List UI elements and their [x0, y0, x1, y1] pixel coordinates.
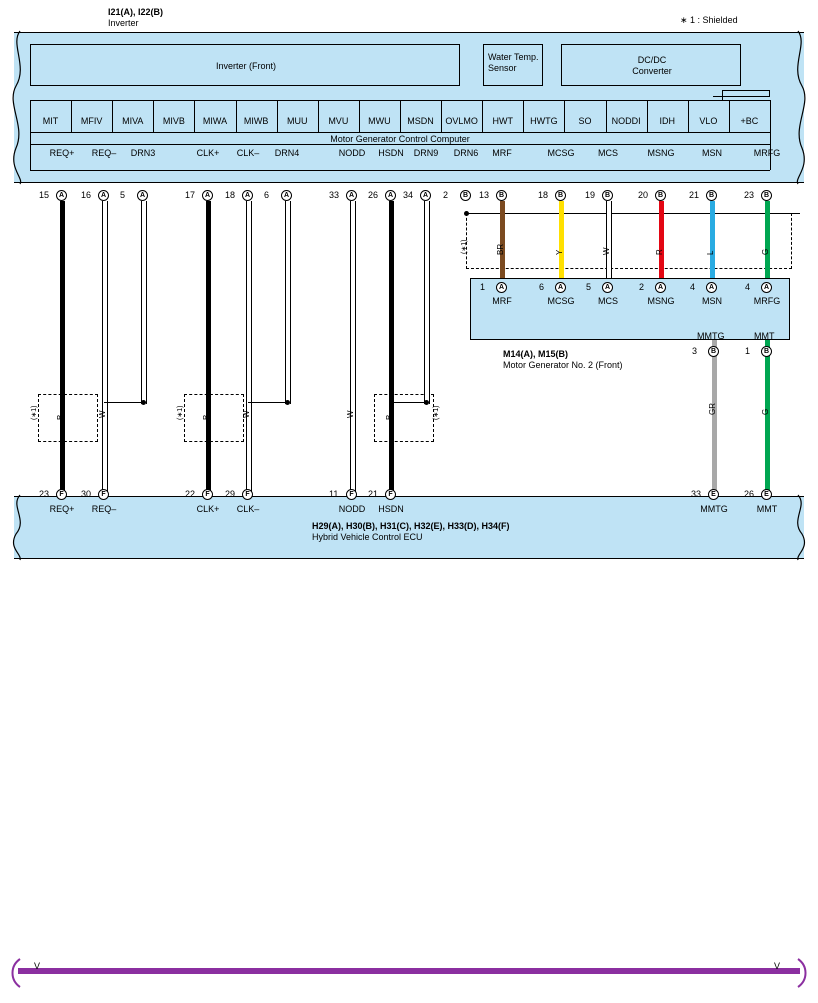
ecu-terminal-clkminus: CLK–	[236, 504, 260, 514]
mg2-pin-conn-MCSG: A	[555, 282, 566, 293]
mg2-box	[470, 278, 790, 340]
mg2-bpin-conn-MMTG: B	[708, 346, 719, 357]
wire-label-clkplus-b: B	[202, 414, 211, 420]
ecu-pin-conn-REQminus: F	[98, 489, 109, 500]
row1-sep-6	[277, 100, 278, 132]
pin-conn-DRN4: A	[281, 190, 292, 201]
inverter-r2-mcsg: MCSG	[547, 148, 575, 158]
mg2-bpin-num-MMT: 1	[745, 346, 751, 356]
hv-ecu-name-label: Hybrid Vehicle Control ECU	[312, 532, 423, 542]
dcdc-label-1: DC/DC	[637, 55, 667, 65]
wire-mmtg-gr	[712, 340, 717, 492]
mg2-terminal-mcs: MCS	[598, 296, 618, 306]
inverter-r2-mrf: MRF	[492, 148, 512, 158]
mg2-pin-num-MSNG: 2	[639, 282, 645, 292]
inverter-front-label: Inverter (Front)	[215, 61, 276, 71]
ecu-pin-num-REQplus: 23	[39, 489, 50, 499]
row1-sep-4	[194, 100, 195, 132]
inverter-r2-mcs: MCS	[598, 148, 618, 158]
row1-sep-8	[359, 100, 360, 132]
mg2-pin-conn-MSN: A	[706, 282, 717, 293]
pin-conn-MRFG: B	[761, 190, 772, 201]
ecu-pin-num-CLKplus: 22	[185, 489, 196, 499]
shield-join-1	[104, 402, 144, 403]
hv-ecu-code-label: H29(A), H30(B), H31(C), H32(E), H33(D), H34(F)	[312, 521, 510, 531]
wire-reqplus-black	[60, 201, 65, 492]
inverter-terminal-msdn: MSDN	[407, 116, 434, 126]
inverter-terminal-plusbc: +BC	[740, 116, 759, 126]
wire-label-reqplus-b: B	[56, 414, 65, 420]
wire-mmt-g	[765, 340, 770, 492]
ecu-pin-conn-CLKplus: F	[202, 489, 213, 500]
pin-conn-REQ+: A	[56, 190, 67, 201]
inverter-name-label: Inverter	[108, 18, 139, 28]
ecu-pin-conn-REQplus: F	[56, 489, 67, 500]
pin-conn-REQ–: A	[98, 190, 109, 201]
pin-num-MRF: 13	[479, 190, 490, 200]
row1-sep-7	[318, 100, 319, 132]
row1-sep-12	[523, 100, 524, 132]
shield-box-1	[38, 394, 98, 442]
shield-dot-3	[424, 400, 429, 405]
pin-num-REQ–: 16	[81, 190, 92, 200]
mg2-terminal-mcsg: MCSG	[547, 296, 575, 306]
wire-mrfg-g	[765, 201, 770, 279]
terminal-right-border	[770, 100, 771, 170]
inverter-terminal-mvu: MVU	[328, 116, 349, 126]
row1-sep-13	[564, 100, 565, 132]
shield-tag-4: (∗1)	[461, 239, 468, 254]
mg2-mmt-label: MMT	[754, 331, 775, 341]
row1-sep-10	[441, 100, 442, 132]
pin-conn-CLK–: A	[242, 190, 253, 201]
inverter-r2-reqplus: REQ+	[49, 148, 75, 158]
inverter-bottom-border	[14, 182, 804, 183]
row1-sep-3	[153, 100, 154, 132]
inverter-terminal-idh: IDH	[659, 116, 675, 126]
row1-sep-5	[236, 100, 237, 132]
inverter-terminal-mfiv: MFIV	[80, 116, 103, 126]
pin-num-MSN: 21	[689, 190, 700, 200]
inverter-right-break	[796, 30, 812, 186]
mg2-pin-conn-MRFG: A	[761, 282, 772, 293]
ecu-pin-conn-MMTG: E	[708, 489, 719, 500]
ecu-pin-conn-HSDN: F	[385, 489, 396, 500]
pin-num-HSDN: 26	[368, 190, 379, 200]
pin-conn-DRN6: B	[460, 190, 471, 201]
ecu-terminal-hsdn: HSDN	[378, 504, 404, 514]
mg2-terminal-msng: MSNG	[647, 296, 675, 306]
mg2-pin-num-MRF: 1	[480, 282, 486, 292]
inverter-terminal-noddi: NODDI	[611, 116, 641, 126]
wire-label-hsdn-b: B	[385, 414, 394, 420]
pin-conn-DRN9: A	[420, 190, 431, 201]
mg2-terminal-msn: MSN	[702, 296, 722, 306]
inverter-terminal-ovlmo: OVLMO	[445, 116, 478, 126]
bc-lead-h2	[722, 90, 770, 91]
water-temp-sensor-label-2: Sensor	[488, 63, 517, 73]
bottom-rail-right-label: V	[774, 961, 781, 971]
ecu-right-break	[796, 494, 812, 562]
wire-label-mrf: BR	[496, 243, 505, 255]
row1-sep-16	[688, 100, 689, 132]
inverter-r2-clkplus: CLK+	[196, 148, 220, 158]
ecu-pin-num-MMT: 26	[744, 489, 755, 499]
pin-conn-DRN3: A	[137, 190, 148, 201]
shielded-note: ∗ 1 : Shielded	[680, 15, 738, 25]
pin-num-CLK–: 18	[225, 190, 236, 200]
water-temp-sensor-box	[483, 44, 543, 86]
inverter-terminal-miva: MIVA	[122, 116, 144, 126]
wire-mcs-w	[606, 201, 612, 279]
wire-label-mcs: W	[602, 247, 611, 255]
mg2-bpin-num-MMTG: 3	[692, 346, 698, 356]
bottom-rail-left-break	[6, 958, 24, 988]
inverter-terminal-hwt: HWT	[492, 116, 514, 126]
water-temp-sensor-label-1: Water Temp.	[488, 52, 539, 62]
inverter-r2-hsdn: HSDN	[378, 148, 404, 158]
pin-num-CLK+: 17	[185, 190, 196, 200]
ecu-terminal-reqminus: REQ–	[91, 504, 117, 514]
ecu-terminal-nodd: NODD	[338, 504, 366, 514]
mg2-pin-conn-MRF: A	[496, 282, 507, 293]
ecu-pin-num-CLKminus: 29	[225, 489, 236, 499]
inverter-terminal-hwtg: HWTG	[530, 116, 558, 126]
ecu-pin-conn-NODD: F	[346, 489, 357, 500]
inverter-terminal-mwu: MWU	[368, 116, 391, 126]
terminal-row2-bottom	[30, 170, 770, 171]
ecu-pin-num-NODD: 11	[329, 489, 339, 499]
dcdc-label-2: Converter	[632, 66, 672, 76]
pin-num-MRFG: 23	[744, 190, 755, 200]
wire-msn-l	[710, 201, 715, 279]
inverter-r2-msng: MSNG	[647, 148, 675, 158]
mg2-pin-num-MSN: 4	[690, 282, 696, 292]
mg2-bpin-conn-MMT: B	[761, 346, 772, 357]
shield-tag-1: (∗1)	[31, 405, 38, 420]
wire-clkminus-white	[246, 201, 252, 492]
wire-msng-r	[659, 201, 664, 279]
bottom-rail-left-label: V	[34, 961, 41, 971]
inverter-code-label: I21(A), I22(B)	[108, 7, 164, 17]
mg2-pin-num-MRFG: 4	[745, 282, 751, 292]
wire-reqminus-white	[102, 201, 108, 492]
inverter-front-box	[30, 44, 460, 86]
mgcc-label: Motor Generator Control Computer	[330, 134, 470, 144]
row1-sep-11	[482, 100, 483, 132]
pin-conn-MCSG: B	[555, 190, 566, 201]
shield-join-2	[248, 402, 288, 403]
pin-num-MCS: 19	[585, 190, 596, 200]
mg2-mmtg-label: MMTG	[697, 331, 725, 341]
mg2-terminal-mrfg: MRFG	[753, 296, 781, 306]
inverter-terminal-mit: MIT	[42, 116, 59, 126]
mg2-terminal-mrf: MRF	[492, 296, 512, 306]
ecu-terminal-clkplus: CLK+	[196, 504, 220, 514]
inverter-r2-clkminus: CLK–	[236, 148, 260, 158]
pin-num-DRN4: 6	[264, 190, 270, 200]
row1-sep-17	[729, 100, 730, 132]
mg2-pin-conn-MSNG: A	[655, 282, 666, 293]
wire-label-mmt: G	[761, 408, 770, 415]
inverter-r2-reqminus: REQ–	[91, 148, 117, 158]
mg2-pin-num-MCS: 5	[586, 282, 592, 292]
pin-num-REQ+: 15	[39, 190, 50, 200]
shield-box-2	[184, 394, 244, 442]
pin-conn-CLK+: A	[202, 190, 213, 201]
wire-nodd-white	[350, 201, 356, 492]
wire-label-clkminus-w: W	[242, 410, 251, 418]
pin-conn-MSNG: B	[655, 190, 666, 201]
pin-num-DRN3: 5	[120, 190, 126, 200]
inverter-terminal-so: SO	[578, 116, 592, 126]
wire-mrf-br	[500, 201, 505, 279]
pin-num-DRN6: 2	[443, 190, 449, 200]
ecu-pin-num-MMTG: 33	[691, 489, 702, 499]
inverter-terminal-miwb: MIWB	[243, 116, 269, 126]
ecu-top-border	[14, 496, 804, 497]
shield-dot-1	[141, 400, 146, 405]
shield-join-3	[391, 402, 428, 403]
ecu-terminal-reqplus: REQ+	[49, 504, 75, 514]
inverter-terminal-mivb: MIVB	[162, 116, 185, 126]
wire-label-mrfg: G	[761, 248, 770, 255]
wire-label-nodd-w: W	[346, 410, 355, 418]
ecu-terminal-mmt: MMT	[756, 504, 778, 514]
ecu-pin-conn-CLKminus: F	[242, 489, 253, 500]
pin-num-MCSG: 18	[538, 190, 549, 200]
row1-sep-2	[112, 100, 113, 132]
dcdc-converter-box	[561, 44, 741, 86]
pin-conn-HSDN: A	[385, 190, 396, 201]
shield-tag-3: (∗1)	[433, 405, 440, 420]
row1-sep-9	[400, 100, 401, 132]
wire-label-mmtg: GR	[708, 403, 717, 415]
bc-lead-v2	[722, 90, 723, 100]
pin-conn-MCS: B	[602, 190, 613, 201]
terminal-row1-bottom	[30, 132, 770, 133]
wire-mcsg-y	[559, 201, 564, 279]
pin-conn-MRF: B	[496, 190, 507, 201]
inverter-r2-mrfg: MRFG	[753, 148, 781, 158]
row1-sep-14	[606, 100, 607, 132]
row1-sep-1	[71, 100, 72, 132]
ecu-pin-num-HSDN: 21	[368, 489, 379, 499]
bottom-rail	[18, 968, 800, 974]
terminal-left-border	[30, 100, 31, 170]
wire-hsdn-black	[389, 201, 394, 492]
inverter-r2-msn: MSN	[702, 148, 722, 158]
row1-sep-15	[647, 100, 648, 132]
shield-box-4	[466, 213, 792, 269]
inverter-left-break	[6, 30, 22, 186]
inverter-r2-drn9: DRN9	[413, 148, 439, 158]
inverter-terminal-muu: MUU	[286, 116, 308, 126]
wire-drn9-white	[424, 201, 430, 404]
wire-clkplus-black	[206, 201, 211, 492]
wire-label-mcsg: Y	[555, 249, 564, 255]
shield-dot-2	[285, 400, 290, 405]
shield-tag-2: (∗1)	[177, 405, 184, 420]
pin-num-MSNG: 20	[638, 190, 649, 200]
pin-num-DRN9: 34	[403, 190, 414, 200]
mg2-pin-conn-MCS: A	[602, 282, 613, 293]
wire-label-msn: L	[706, 250, 715, 255]
inverter-r2-nodd: NODD	[338, 148, 366, 158]
ecu-pin-conn-MMT: E	[761, 489, 772, 500]
mg2-pin-num-MCSG: 6	[539, 282, 545, 292]
bc-lead-v	[769, 90, 770, 97]
mg2-code-label: M14(A), M15(B)	[503, 349, 569, 359]
pin-conn-MSN: B	[706, 190, 717, 201]
inverter-r2-drn4: DRN4	[274, 148, 300, 158]
wire-drn4-white	[285, 201, 291, 404]
pin-num-NODD: 33	[329, 190, 340, 200]
inverter-r2-drn6: DRN6	[453, 148, 479, 158]
mg2-name-label: Motor Generator No. 2 (Front)	[503, 360, 623, 370]
pin-conn-NODD: A	[346, 190, 357, 201]
bottom-rail-right-break	[794, 958, 812, 988]
terminal-row2-top	[30, 144, 770, 145]
inverter-top-border	[14, 32, 804, 33]
inverter-terminal-miwa: MIWA	[202, 116, 228, 126]
ecu-pin-num-REQminus: 30	[81, 489, 92, 499]
inverter-r2-drn3: DRN3	[130, 148, 156, 158]
wire-label-msng: R	[655, 249, 664, 255]
inverter-terminal-vlo: VLO	[699, 116, 718, 126]
ecu-terminal-mmtg: MMTG	[700, 504, 728, 514]
wire-drn3-white	[141, 201, 147, 404]
ecu-left-break	[6, 494, 22, 562]
ecu-bottom-border	[14, 558, 804, 559]
wire-label-reqminus-w: W	[98, 410, 107, 418]
